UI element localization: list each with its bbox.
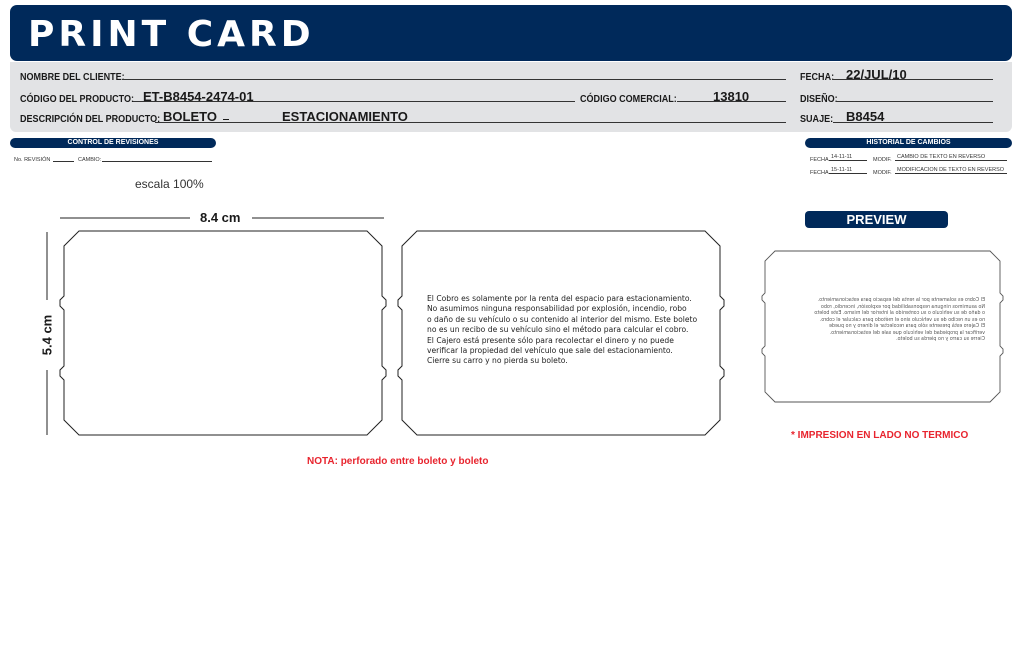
ticket-text-line: No asumimos ninguna responsabilidad por explosión, incendio, robo (427, 304, 687, 314)
revisions-title: CONTROL DE REVISIONES (10, 138, 216, 148)
revision-change-label: CAMBIO: (78, 157, 102, 163)
description-label: DESCRIPCIÓN DEL PRODUCTO: (20, 113, 161, 125)
description-value-2: ESTACIONAMIENTO (282, 109, 408, 124)
preview-text-line: No asumimos ninguna responsabilidad por explosión, incendio, robo (820, 304, 985, 310)
revision-number-label: No. REVISIÓN (14, 157, 51, 163)
product-code-value: ET-B8454-2474-01 (143, 89, 254, 104)
history-mod-label: MODIF. (873, 157, 892, 163)
history-date-label: FECHA (810, 157, 829, 163)
history-title: HISTORIAL DE CAMBIOS (805, 138, 1012, 148)
preview-text-line: verificar la propiedad del vehículo que sale del estacionamiento. (829, 330, 985, 336)
height-dimension: 5.4 cm (39, 314, 55, 356)
preview-text-line: Cierre su carro y no pierda su boleto. (896, 337, 985, 342)
ticket-text-line: El Cobro es solamente por la renta del espacio para estacionamiento. (427, 294, 692, 303)
design-label: DISEÑO: (800, 93, 838, 105)
die-label: SUAJE: (800, 113, 834, 125)
preview-mirrored-text (780, 298, 985, 344)
history-date-label: FECHA (810, 170, 829, 176)
ticket-text-line: verificar la propiedad del vehículo que sale del estacionamiento. (427, 346, 673, 356)
ticket-text-line: El Cajero está presente sólo para recolectar el dinero y no puede (427, 335, 674, 345)
history-date: 14-11-11 (831, 154, 853, 160)
preview-text-line: El Cajero está presente sólo para recolectar el dinero y no puede (829, 324, 985, 329)
ticket-text-line: no es un recibo de su vehículo sino el método para calcular el cobro. (427, 325, 689, 335)
client-label: NOMBRE DEL CLIENTE: (20, 71, 125, 83)
perforation-note: NOTA: perforado entre boleto y boleto (307, 456, 489, 467)
history-change: MODIFICACION DE TEXTO EN REVERSO (897, 167, 1005, 173)
print-side-note: * IMPRESION EN LADO NO TERMICO (791, 430, 969, 441)
preview-text-line: no es un recibo de su vehículo sino el método para calcular el cobro. (819, 317, 985, 323)
scale-label: escala 100% (135, 177, 204, 191)
history-date: 15-11-11 (831, 167, 853, 173)
commercial-code-value: 13810 (713, 89, 750, 104)
ticket-text (427, 294, 712, 367)
ticket-text-line: Cierre su carro y no pierda su boleto. (427, 356, 568, 366)
width-dimension: 8.4 cm (200, 210, 241, 225)
ticket-text-line: o daño de su vehículo o su contenido al interior del mismo. Este boleto (427, 314, 698, 324)
preview-label: PREVIEW (805, 211, 948, 228)
commercial-code-label: CÓDIGO COMERCIAL: (580, 93, 677, 105)
preview-text-line: El Cobro es solamente por la renta del espacio para estacionamiento. (817, 298, 985, 303)
description-value-1: BOLETO (163, 109, 217, 124)
date-label: FECHA: (800, 71, 835, 83)
ticket-front-outline (60, 231, 386, 435)
preview-text-line: o daño de su vehículo o su contenido al interior del mismo. Este boleto (814, 311, 985, 316)
die-value: B8454 (846, 109, 885, 124)
product-code-label: CÓDIGO DEL PRODUCTO: (20, 93, 135, 105)
history-change: CAMBIO DE TEXTO EN REVERSO (897, 154, 986, 160)
history-mod-label: MODIF. (873, 170, 892, 176)
page-title: PRINT CARD (28, 14, 315, 55)
date-value: 22/JUL/10 (846, 67, 907, 82)
